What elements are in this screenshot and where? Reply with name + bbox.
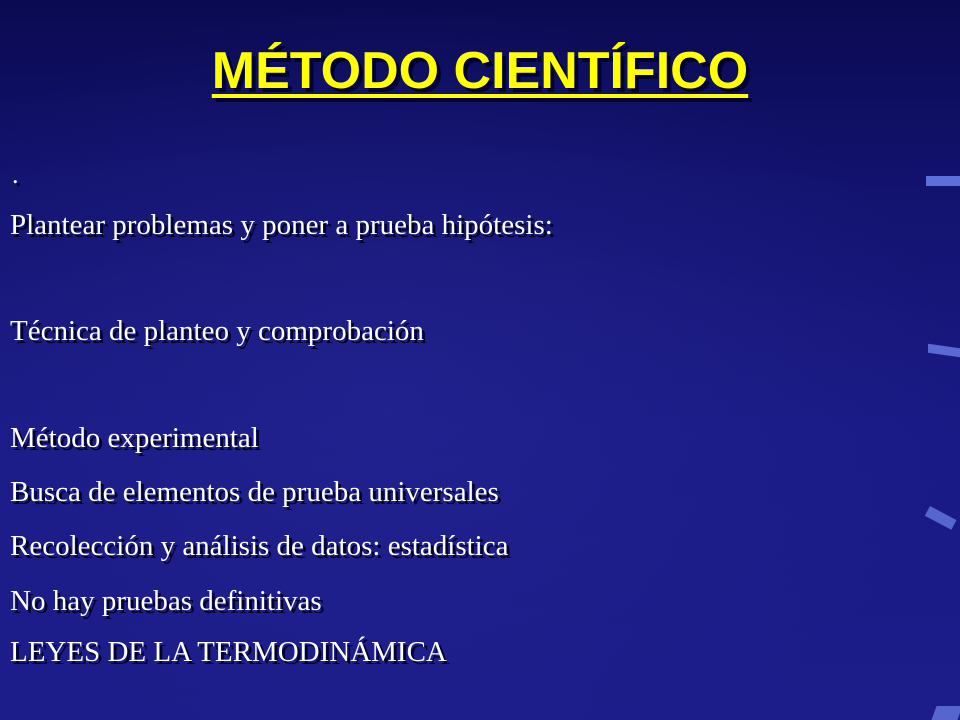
slide-title: MÉTODO CIENTÍFICO	[211, 42, 749, 100]
text-line-problems: Plantear problemas y poner a prueba hipótesis:	[10, 209, 553, 241]
text-line-statistics: Recolección y análisis de datos: estadística	[10, 530, 509, 562]
text-line-thermodynamics: LEYES DE LA TERMODINÁMICA	[10, 636, 447, 668]
text-line-no-definitive: No hay pruebas definitivas	[10, 585, 322, 617]
text-line-experimental: Método experimental	[10, 422, 259, 454]
text-line-universal: Busca de elementos de prueba universales	[10, 476, 499, 508]
decorative-accent-bar	[928, 344, 960, 357]
text-line-technique: Técnica de planteo y comprobación	[10, 315, 424, 347]
decorative-accent-bar	[926, 176, 960, 186]
decorative-accent-bar	[925, 506, 957, 530]
bullet-dot: .	[12, 160, 19, 189]
decorative-accent-bar	[931, 706, 960, 720]
